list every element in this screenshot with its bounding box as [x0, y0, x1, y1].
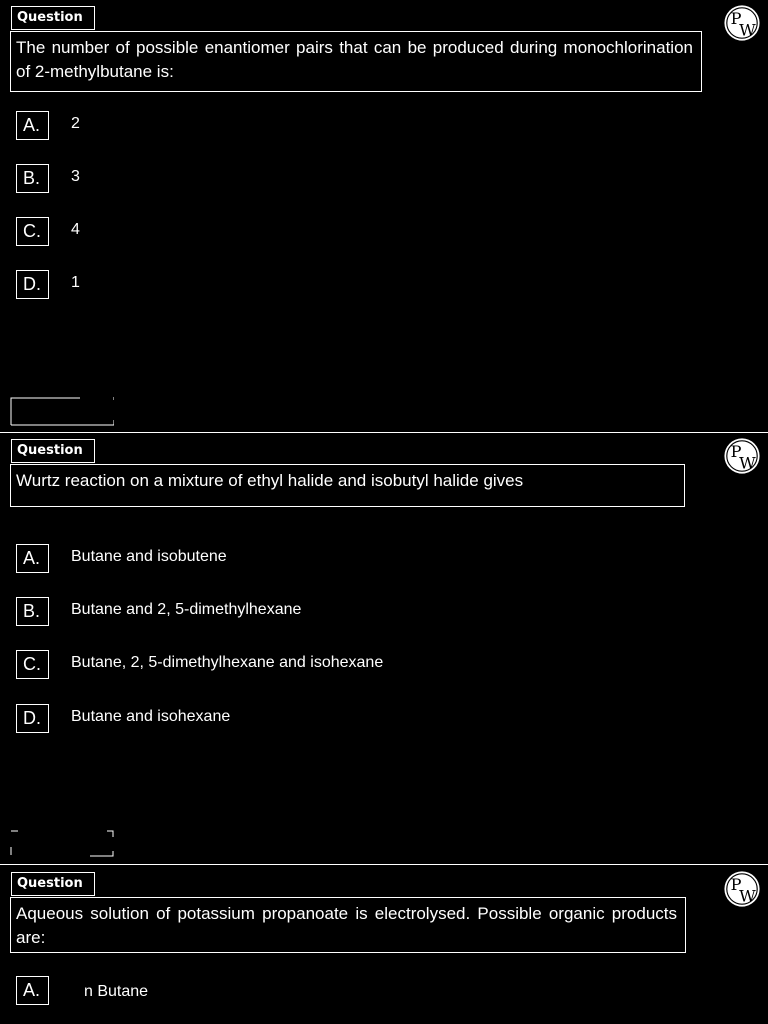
- answer-frame: [10, 396, 114, 426]
- pw-logo-icon: [723, 870, 761, 908]
- question-panel-1: [0, 0, 768, 432]
- question-label: Question: [11, 6, 95, 30]
- question-panel-3: [0, 866, 768, 1024]
- question-text: Wurtz reaction on a mixture of ethyl halide and isobutyl halide gives: [10, 464, 685, 507]
- option-text: 1: [71, 274, 80, 291]
- option-text: Butane and isohexane: [71, 708, 231, 725]
- option-letter: A.: [16, 976, 49, 1005]
- option-text: 4: [71, 221, 80, 238]
- option-text: Butane and isobutene: [71, 548, 227, 565]
- option-text: Butane, 2, 5-dimethylhexane and isohexane: [71, 654, 384, 671]
- answer-frame: [10, 829, 114, 859]
- option-letter: A.: [16, 544, 49, 573]
- option-letter: B.: [16, 164, 49, 193]
- option-letter: C.: [16, 650, 49, 679]
- svg-text:P: P: [730, 8, 742, 28]
- option-text: 3: [71, 168, 80, 185]
- question-label: Question: [11, 872, 95, 896]
- pw-logo-icon: [723, 437, 761, 475]
- svg-text:W: W: [739, 886, 756, 906]
- question-text: Aqueous solution of potassium propanoate is electrolysed. Possible organic products are:: [10, 897, 686, 953]
- svg-text:W: W: [739, 20, 756, 40]
- svg-text:W: W: [739, 453, 756, 473]
- pw-logo-icon: [723, 4, 761, 42]
- option-letter: A.: [16, 111, 49, 140]
- option-text: 2: [71, 115, 80, 132]
- option-letter: B.: [16, 597, 49, 626]
- svg-text:P: P: [730, 874, 742, 894]
- option-letter: C.: [16, 217, 49, 246]
- section-divider: [0, 864, 768, 865]
- question-panel-2: [0, 433, 768, 864]
- question-text: The number of possible enantiomer pairs that can be produced during monochlorination of 2-methylbutane is:: [10, 31, 702, 92]
- option-text: n Butane: [84, 983, 149, 1000]
- option-letter: D.: [16, 270, 49, 299]
- option-text: Butane and 2, 5-dimethylhexane: [71, 601, 302, 618]
- option-letter: D.: [16, 704, 49, 733]
- question-label: Question: [11, 439, 95, 463]
- svg-text:P: P: [730, 441, 742, 461]
